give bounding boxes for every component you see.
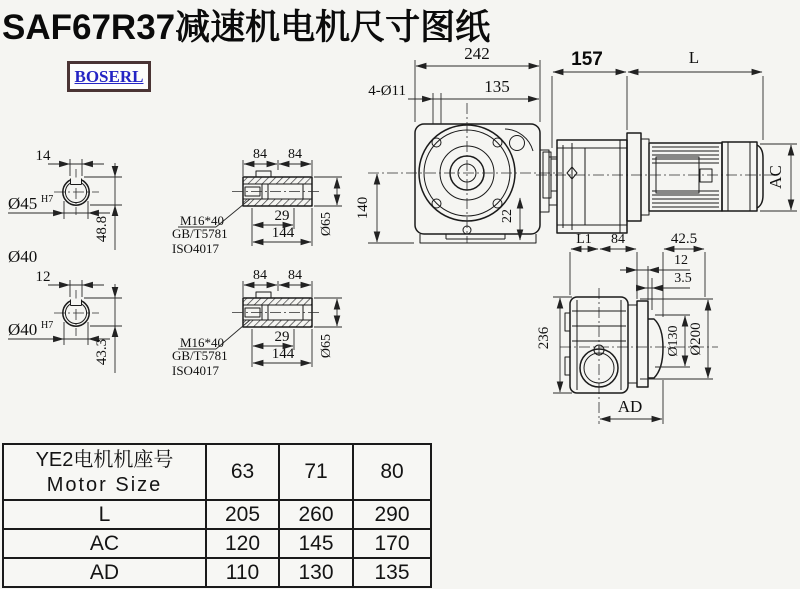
cell-AD-63: 110 [206, 558, 279, 587]
col-80: 80 [353, 444, 431, 500]
dim-bore-40-fit: H7 [41, 320, 54, 331]
label-std1-bottom: GB/T5781 [172, 348, 228, 363]
dim-key-width-45: 14 [35, 148, 51, 164]
dim-bore-40: Ø40 [8, 320, 38, 339]
label-bolt-top: M16*40 [180, 213, 225, 228]
row-label-AD: AD [3, 558, 206, 587]
cell-AD-71: 130 [279, 558, 353, 587]
header-motor-size-cn: YE2电机机座号 [35, 449, 174, 471]
dim-rear-height: 236 [536, 326, 552, 350]
dim-rear-42-5: 42.5 [670, 231, 698, 247]
dim-84a-top: 84 [253, 147, 267, 162]
dim-front-pitch: 135 [484, 77, 510, 96]
label-std2-top: ISO4017 [172, 241, 219, 256]
table-header-row [3, 444, 431, 500]
dim-rear-L1: L1 [576, 232, 592, 247]
dim-rear-12: 12 [674, 253, 688, 268]
cell-AC-71: 145 [279, 529, 353, 558]
cell-AD-80: 135 [353, 558, 431, 587]
row-label-L: L [3, 500, 206, 529]
dim-144-top: 144 [271, 225, 295, 241]
dim-front-foot: 22 [500, 209, 515, 223]
shaft-end-view-40 [8, 269, 122, 373]
dim-rear-flange: Ø200 [688, 322, 704, 356]
page-title: SAF67R37减速机电机尺寸图纸 [2, 8, 491, 47]
brand-logo [67, 61, 151, 92]
dim-side-L: L [688, 48, 700, 67]
dim-depth-43-3: 43.3 [94, 338, 110, 366]
header-motor-size-en: Motor Size [46, 474, 163, 496]
dim-bore-45-fit: H7 [41, 194, 54, 205]
dim-29-bottom: 29 [274, 329, 290, 345]
table-row-AC [3, 529, 431, 558]
dim-rear-bore: Ø130 [666, 325, 681, 357]
dim-144-bottom: 144 [271, 346, 295, 362]
header-motor-size [3, 444, 206, 500]
dim-rear-84: 84 [611, 232, 625, 247]
dim-84b-top: 84 [288, 147, 302, 162]
cell-AC-63: 120 [206, 529, 279, 558]
col-63: 63 [206, 444, 279, 500]
label-std1-top: GB/T5781 [172, 226, 228, 241]
dim-side-157: 157 [571, 49, 603, 70]
dim-84b-bottom: 84 [288, 268, 302, 283]
col-71: 71 [279, 444, 353, 500]
dim-dia-65-top: Ø65 [319, 211, 334, 237]
label-std2-bottom: ISO4017 [172, 363, 219, 378]
table-row-AD [3, 558, 431, 587]
motor-fins [652, 147, 719, 207]
dim-front-holes: 4-Ø11 [368, 83, 406, 99]
cell-L-63: 205 [206, 500, 279, 529]
hollow-shaft-view-top [172, 147, 342, 256]
row-label-AC: AC [3, 529, 206, 558]
gearmotor-side-view [536, 48, 797, 233]
dim-side-AC: AC [766, 165, 785, 189]
table-row-L [3, 500, 431, 529]
dim-29-top: 29 [274, 208, 290, 224]
dim-key-width-40: 12 [35, 269, 51, 285]
cell-L-80: 290 [353, 500, 431, 529]
motor-size-table [2, 443, 432, 588]
gearbox-rear-view [536, 231, 718, 424]
hollow-shaft-view-bottom [172, 268, 342, 378]
dim-dia-65-bottom: Ø65 [319, 333, 334, 359]
dim-front-height: 140 [355, 196, 371, 220]
brand-logo-text: BOSERL [74, 66, 144, 86]
cell-AC-80: 170 [353, 529, 431, 558]
label-bolt-bottom: M16*40 [180, 335, 225, 350]
dim-84a-bottom: 84 [253, 268, 267, 283]
label-solid-shaft: Ø40 [8, 247, 38, 266]
gearbox-front-view [355, 44, 562, 243]
dim-front-width: 242 [464, 44, 490, 63]
dim-rear-3-5: 3.5 [674, 271, 692, 286]
cell-L-71: 260 [279, 500, 353, 529]
shaft-end-view-45 [8, 148, 122, 266]
dim-rear-AD: AD [617, 397, 643, 416]
dim-depth-48-8: 48.8 [94, 215, 110, 243]
dim-bore-45: Ø45 [8, 194, 38, 213]
